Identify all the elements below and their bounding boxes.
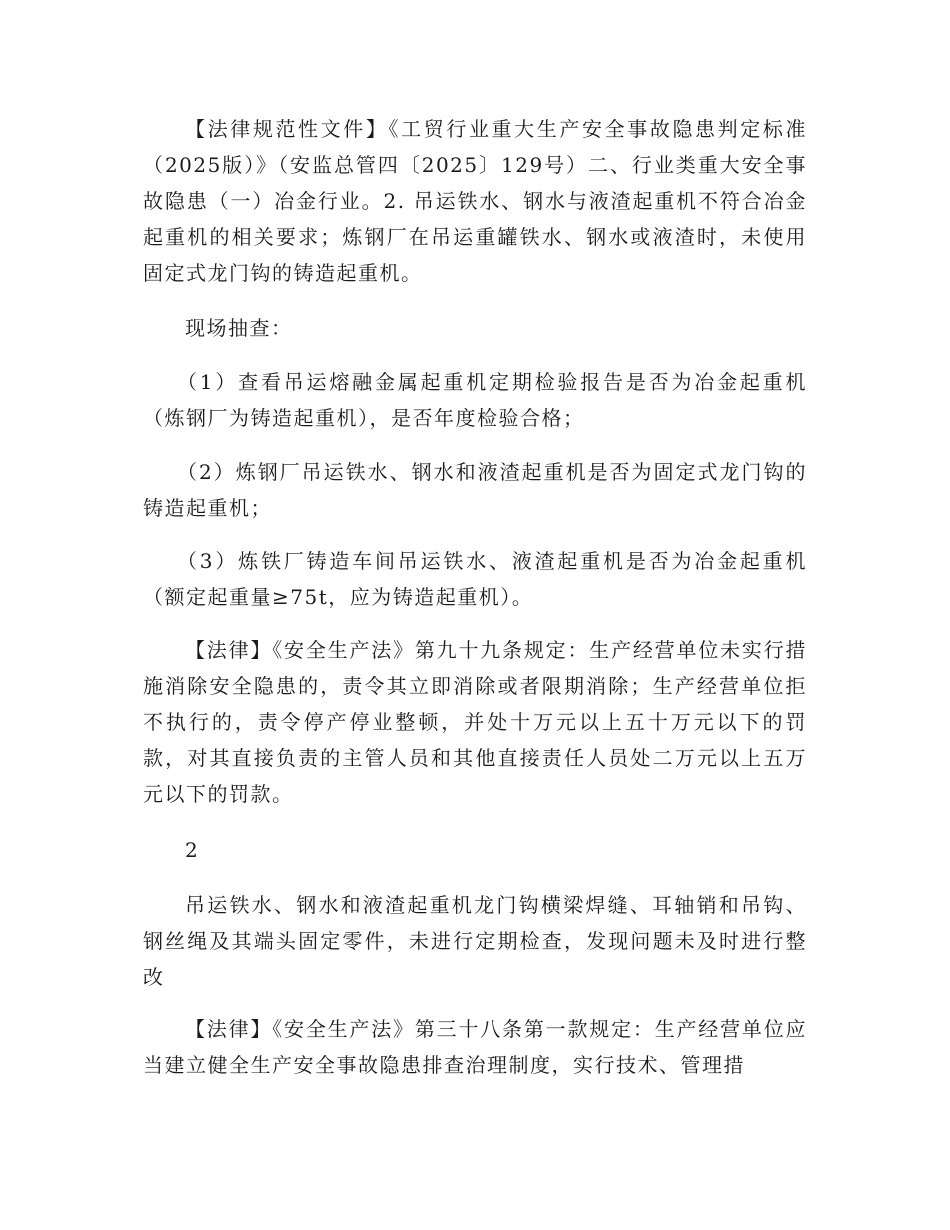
paragraph-item-number: 2 — [185, 838, 200, 862]
paragraph-check-item-2: （2）炼钢厂吊运铁水、钢水和液渣起重机是否为固定式龙门钩的铸造起重机； — [143, 460, 807, 520]
paragraph-regulation-reference: 【法律规范性文件】《工贸行业重大生产安全事故隐患判定标准（2025版）》（安监总管四〔2025〕129号）二、行业类重大安全事故隐患（一）冶金行业。2. 吊运铁水、钢水与液渣起重机不符合冶金起重机的相关要求；炼钢厂在吊运重罐铁水、钢水或液渣时，未使用固定式龙门钩的铸造起重机。 — [143, 117, 807, 285]
paragraph-law-article-99: 【法律】《安全生产法》第九十九条规定：生产经营单位未实行措施消除安全隐患的，责令其立即消除或者限期消除；生产经营单位拒不执行的，责令停产停业整顿，并处十万元以上五十万元以下的罚款，对其直接负责的主管人员和其他直接责任人员处二万元以上五万元以下的罚款。 — [143, 638, 807, 806]
paragraph-check-item-3: （3）炼铁厂铸造车间吊运铁水、液渣起重机是否为冶金起重机（额定起重量≥75t，应为铸造起重机）。 — [143, 549, 807, 609]
paragraph-check-item-1: （1）查看吊运熔融金属起重机定期检验报告是否为冶金起重机（炼钢厂为铸造起重机），是否年度检验合格； — [143, 370, 807, 430]
paragraph-law-article-38: 【法律】《安全生产法》第三十八条第一款规定：生产经营单位应当建立健全生产安全事故隐患排查治理制度，实行技术、管理措 — [143, 1017, 807, 1077]
paragraph-hazard-description: 吊运铁水、钢水和液渣起重机龙门钩横梁焊缝、耳轴销和吊钩、钢丝绳及其端头固定零件，未进行定期检查，发现问题未及时进行整改 — [143, 893, 807, 989]
paragraph-spot-check-heading: 现场抽查： — [185, 316, 293, 340]
